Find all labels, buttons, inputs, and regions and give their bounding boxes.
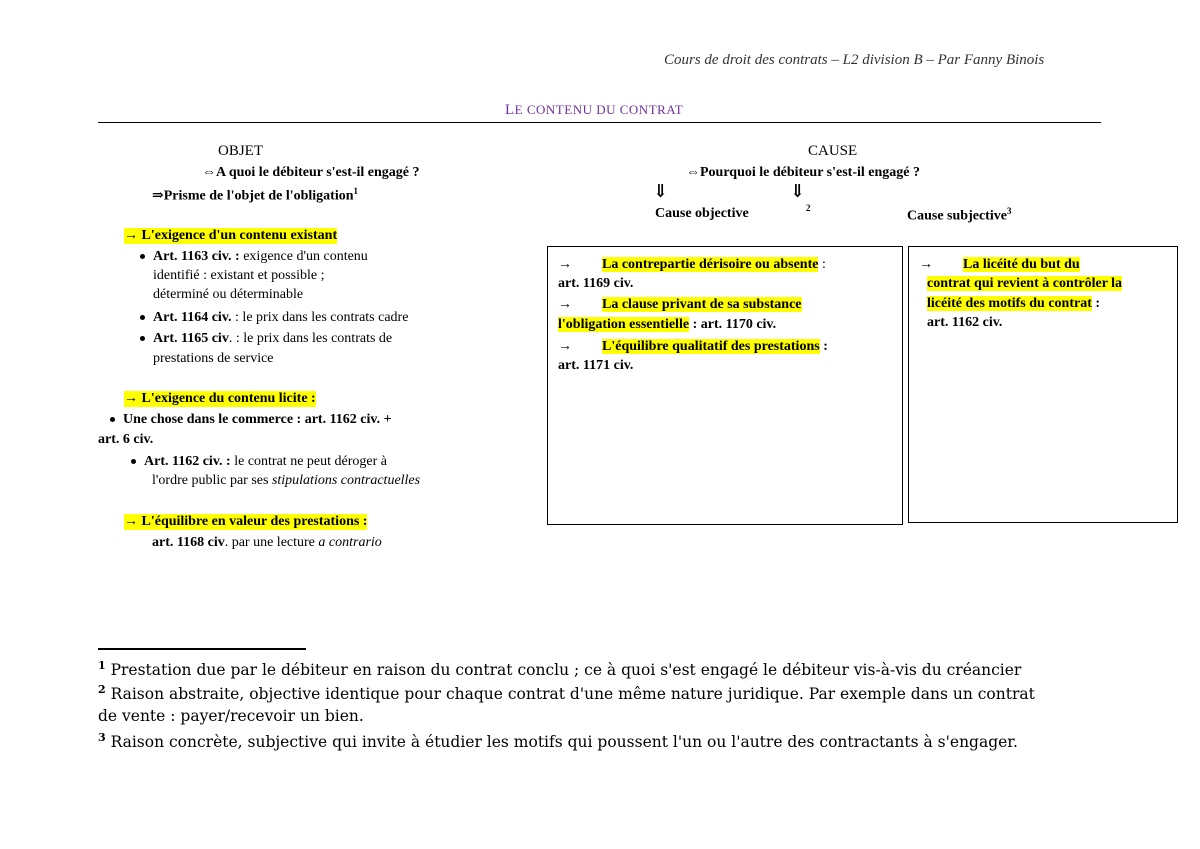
footnote-2-line2: de vente : payer/recevoir un bien. [98,707,364,725]
footnote-ref-1[interactable]: 1 [353,186,358,196]
objet-prisme-text: ⇒Prisme de l'objet de l'obligation [152,188,354,204]
objet-bullet-1163 [140,249,368,265]
objet-heading: OBJET [218,143,263,159]
footnote-number: 3 [98,731,106,744]
commerce-line2: art. 6 civ. [98,432,154,447]
objet-section-licite: → L'exigence du contenu licite : [124,391,316,406]
objective-row-2-highlight: La clause privant de sa substance [602,297,802,312]
cause-objective-label: Cause objective [655,206,749,221]
right-arrow-icon: → [558,297,572,312]
objective-row-2-ref: : art. 1170 civ. [689,317,777,332]
bullet-icon [140,315,145,320]
objective-row-3-ref: art. 1171 civ. [558,358,634,373]
footnote-ref-2[interactable]: 2 [806,203,811,213]
art-1163-line3: déterminé ou déterminable [153,287,304,302]
objective-row-2 [558,297,802,313]
art-1165-text: . : le prix dans les contrats de [228,331,393,346]
footnote-1 [98,659,1021,679]
objet-bullet-1164 [140,310,408,326]
subjective-line-3-tail: : [1091,296,1101,311]
objective-row-1 [558,257,826,273]
footnote-number: 1 [98,659,106,672]
art-1162-label: Art. 1162 civ. : [144,454,231,469]
bullet-icon [140,336,145,341]
art-1168-label: art. 1168 civ [152,535,225,550]
down-arrow-icon: ⇓ [653,181,669,201]
cause-heading: CAUSE [808,143,858,159]
page-title-rest: E CONTENU DU CONTRAT [514,102,684,117]
footnote-text: Raison abstraite, objective identique pour chaque contrat d'une même nature juridique. Par exemple dans un contrat [105,685,1035,704]
art-1163-label: Art. 1163 civ. : [153,249,240,264]
footnote-3 [98,731,1018,751]
subjective-line-1: La licéité du but du [963,257,1080,272]
right-arrow-icon: → [558,257,572,272]
right-arrow-icon: → [919,257,933,272]
page-title [505,102,683,119]
objective-row-2-line2-highlight: l'obligation essentielle [558,317,690,332]
subjective-line-2-wrap [927,276,1122,292]
right-arrow-icon: → [558,339,572,354]
art-1165-label: Art. 1165 civ [153,331,229,346]
bullet-icon [140,254,145,259]
art-1168-text: . par une lecture [224,535,319,550]
objet-bullet-1165 [140,331,392,347]
down-arrow-icon: ⇓ [790,181,806,201]
art-1163-line2: identifié : existant et possible ; [153,268,325,283]
art-1168-line [152,535,382,551]
bullet-icon [110,417,115,422]
objective-row-2-line2 [558,317,776,333]
cause-subjective-box [908,246,1178,523]
objective-row-1-tail: : [818,257,826,272]
objet-section-existant: → L'exigence d'un contenu existant [124,228,338,243]
objet-bullet-1162 [131,454,387,470]
objet-prisme [152,186,358,205]
objective-row-3 [558,339,828,355]
objective-row-1-ref: art. 1169 civ. [558,276,634,291]
running-header: Cours de droit des contrats – L2 division B – Par Fanny Binois [664,52,1045,68]
art-1168-italic: a contrario [318,535,382,550]
cause-question: ⇔Pourquoi le débiteur s'est-il engagé ? [686,165,920,180]
objet-bullet-commerce [110,412,392,428]
art-1164-text: : le prix dans les contrats cadre [231,310,409,325]
objective-row-1-highlight: La contrepartie dérisoire ou absente [602,257,819,272]
footnote-text: Prestation due par le débiteur en raison du contrat conclu ; ce à quoi s'est engagé le débiteur vis-à-vis du créancier [105,661,1022,680]
title-rule [98,122,1101,123]
footnote-2 [98,683,1035,703]
subjective-row-1 [919,257,1080,273]
objective-row-3-tail: : [819,339,828,354]
objective-row-3-highlight: L'équilibre qualitatif des prestations [602,339,820,354]
art-1162-line2 [152,473,420,489]
footnote-number: 2 [98,683,106,696]
objet-section-equilibre: → L'équilibre en valeur des prestations : [124,514,368,529]
subjective-line-3: licéité des motifs du contrat [927,296,1092,311]
art-1165-line2: prestations de service [153,351,274,366]
page-title-initial: L [505,102,515,118]
subjective-line-3-wrap [927,296,1100,312]
objet-question: ⇔A quoi le débiteur s'est-il engagé ? [202,165,420,180]
subjective-ref: art. 1162 civ. [927,315,1003,330]
art-1163-text: exigence d'un contenu [239,249,368,264]
cause-subjective-text: Cause subjective [907,208,1007,224]
footnote-rule [98,648,306,650]
art-1162-line2-italic: stipulations contractuelles [271,473,421,488]
subjective-line-2: contrat qui revient à contrôler la [927,276,1123,291]
footnote-ref-3[interactable]: 3 [1006,206,1012,216]
footnote-text: Raison concrète, subjective qui invite à étudier les motifs qui poussent l'un ou l'autre des contractants à s'engager. [105,733,1018,752]
cause-objective-box [547,246,903,525]
art-1164-label: Art. 1164 civ. [153,310,232,325]
art-1162-line2-text: l'ordre public par ses [152,473,272,488]
bullet-icon [131,459,136,464]
cause-subjective-label [907,206,1011,225]
art-1162-text: le contrat ne peut déroger à [230,454,387,469]
commerce-text: Une chose dans le commerce : art. 1162 civ. + [123,412,392,427]
